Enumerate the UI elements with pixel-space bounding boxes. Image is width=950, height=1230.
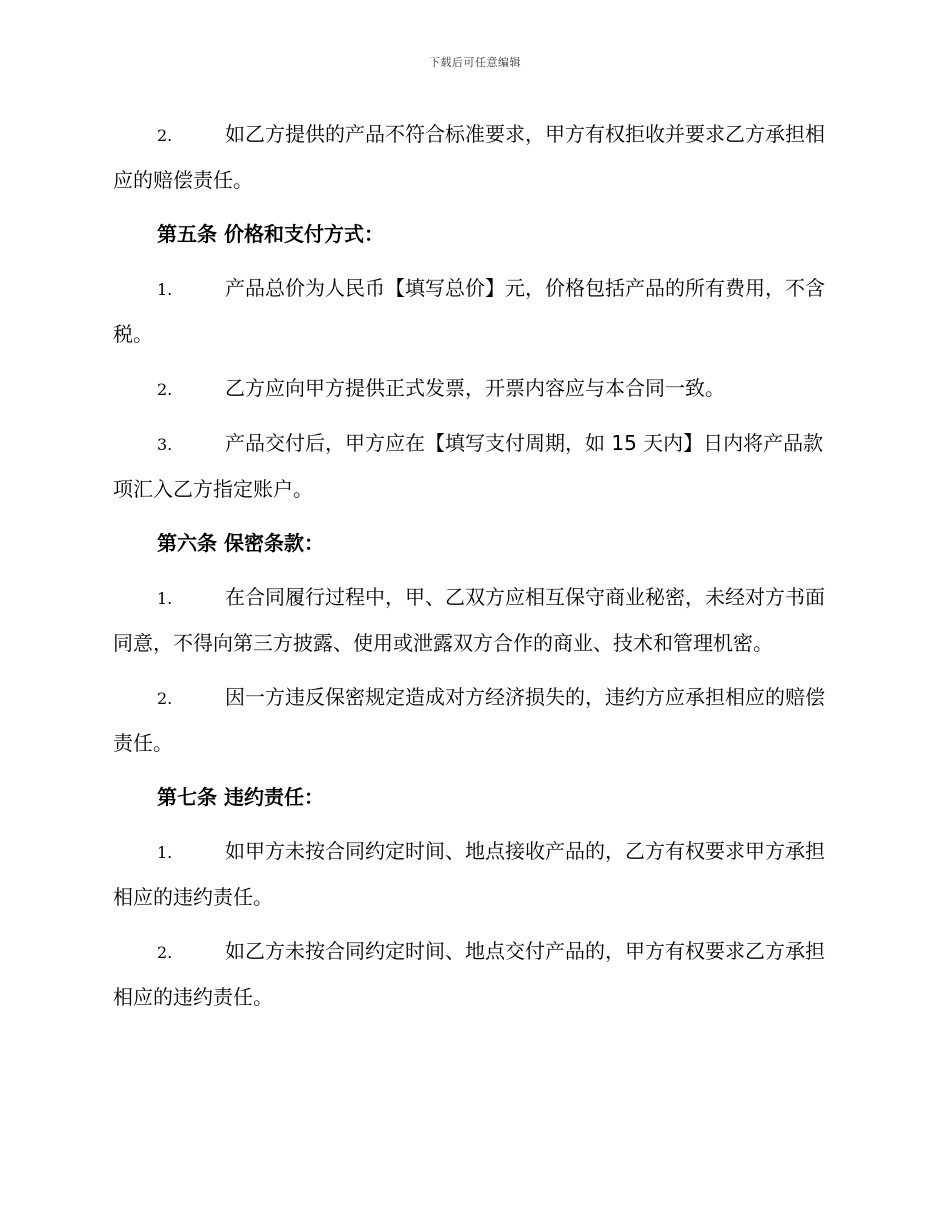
item-number: 1. (157, 280, 173, 299)
item-text: 产品交付后，甲方应在【填写支付周期，如 15 天内】日内将产品款项汇入乙方指定账户。 (113, 431, 824, 501)
section-heading: 第五条 价格和支付方式： (157, 222, 384, 246)
item-text: 如甲方未按合同约定时间、地点接收产品的，乙方有权要求甲方承担相应的违约责任。 (113, 839, 825, 909)
clause-item (113, 112, 838, 203)
item-number: 2. (157, 380, 173, 399)
item-number: 3. (157, 435, 173, 454)
item-number: 1. (157, 589, 173, 608)
clause-item (113, 929, 838, 1020)
item-text: 在合同履行过程中，甲、乙双方应相互保守商业秘密，未经对方书面同意，不得向第三方披露、使用或泄露双方合作的商业、技术和管理机密。 (113, 585, 825, 655)
section-heading: 第七条 违约责任： (157, 785, 324, 809)
clause-item (113, 575, 838, 666)
item-text: 因一方违反保密规定造成对方经济损失的，违约方应承担相应的赔偿责任。 (113, 685, 825, 755)
item-text: 如乙方未按合同约定时间、地点交付产品的，甲方有权要求乙方承担相应的违约责任。 (113, 939, 825, 1009)
section-heading: 第六条 保密条款： (157, 531, 324, 555)
item-text: 乙方应向甲方提供正式发票，开票内容应与本合同一致。 (225, 376, 725, 400)
clause-item (113, 829, 838, 920)
page-header: 下载后可任意编辑 (429, 56, 521, 69)
item-text: 如乙方提供的产品不符合标准要求，甲方有权拒收并要求乙方承担相应的赔偿责任。 (113, 122, 825, 192)
item-text: 产品总价为人民币【填写总价】元，价格包括产品的所有费用，不含税。 (113, 276, 825, 346)
clause-item (113, 366, 838, 412)
item-number: 1. (157, 843, 173, 862)
item-number: 2. (157, 689, 173, 708)
clause-item (113, 421, 838, 512)
clause-item (113, 675, 838, 766)
item-number: 2. (157, 943, 173, 962)
document-body (113, 112, 838, 1029)
item-number: 2. (157, 126, 173, 145)
clause-item (113, 266, 838, 357)
